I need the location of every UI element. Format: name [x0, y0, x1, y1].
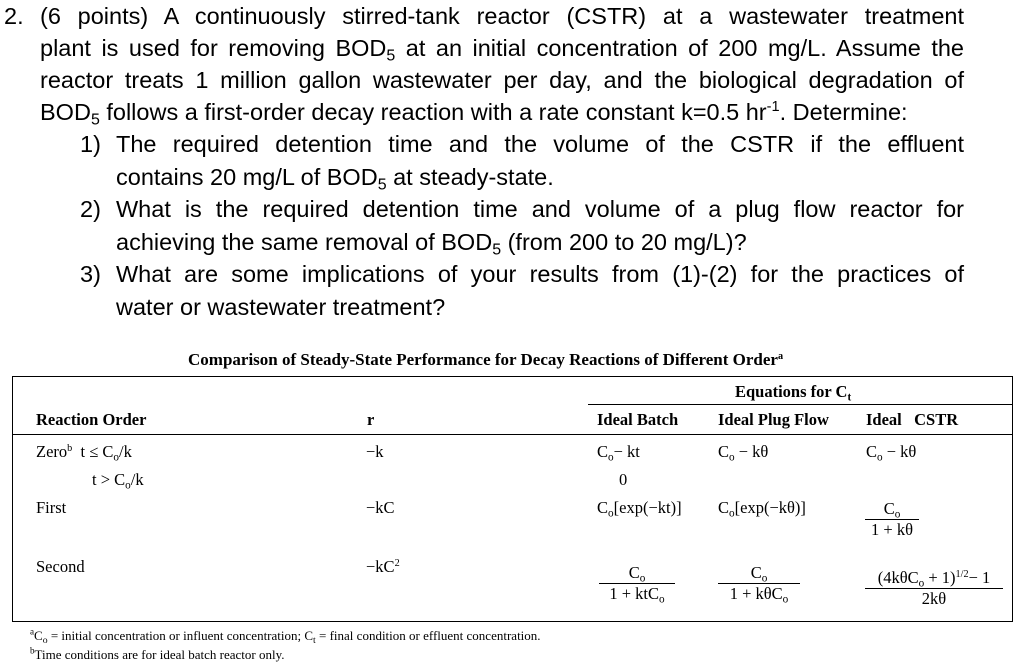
- row-second-pfr: $C_o$ 1 + kθC$_o$: [718, 563, 800, 604]
- problem-line-4: $BOD_5$ follows a first-order decay reaction with a rate constant k=0.5 $hr^{-1}$. Determine:: [40, 98, 908, 129]
- equations-underline: [588, 404, 1012, 405]
- problem-number: 2.: [4, 3, 24, 29]
- row-zero-r: −k: [366, 442, 384, 461]
- problem-line-3: reactor treats 1 million gallon wastewater per day, and the biological degradation of: [40, 67, 964, 93]
- col-ideal-cstr: Ideal CSTR: [866, 410, 959, 429]
- problem-line-1: (6 points) A continuously stirred-tank reactor (CSTR) at a wastewater treatment: [40, 3, 964, 29]
- item-3-line-1: What are some implications of your results from (1)-(2) for the practices of: [116, 261, 964, 287]
- item-2-number: 2): [80, 196, 101, 222]
- col-ideal-batch: Ideal Batch: [597, 410, 679, 429]
- item-1-number: 1): [80, 131, 101, 157]
- row-first-pfr: $C_o[\exp(-k\theta)]$: [718, 498, 806, 520]
- item-3-number: 3): [80, 261, 101, 287]
- header-rule: [13, 434, 1012, 435]
- item-1-line-1: The required detention time and the volume of the CSTR if the effluent: [116, 131, 964, 157]
- row-zero-batch: $C_o-$ kt: [597, 442, 640, 464]
- comparison-table: [12, 376, 1013, 622]
- row-zero-pfr: $C_o - k\theta$: [718, 442, 769, 464]
- row-first-cstr: $\frac{C_o}{1 + k\theta}$: [865, 499, 919, 540]
- row-second-label: Second: [36, 557, 85, 576]
- table-caption: Comparison of Steady-State Performance for Decay Reactions of Different Order$^a$: [188, 350, 784, 369]
- problem-line-2: plant is used for removing $BOD_5$ at an initial concentration of 200 mg/L. Assume the: [40, 35, 964, 65]
- item-2-line-2: achieving the same removal of $BOD_5$ (from 200 to 20 mg/L)?: [116, 229, 747, 259]
- row-zero-label: Zero$^b$ $t \le C_o/k$: [36, 442, 132, 464]
- row-second-r: $-kC^2$: [366, 557, 400, 576]
- col-ideal-plug-flow: Ideal Plug Flow: [718, 410, 829, 429]
- item-1-line-2: contains 20 mg/L of $BOD_5$ at steady-state.: [116, 164, 554, 194]
- row-second-cstr: $(4k\theta C_o + 1)^{1/2}- 1$ 2kθ: [865, 568, 1003, 609]
- equations-header: Equations for $C_t$: [735, 382, 852, 404]
- row-zero-batch-2: 0: [619, 470, 628, 489]
- col-reaction-order: Reaction Order: [36, 410, 147, 429]
- item-3-line-2: water or wastewater treatment?: [116, 294, 446, 320]
- row-first-label: First: [36, 498, 67, 517]
- row-second-batch: $C_o$ 1 + ktC$_o$: [599, 563, 675, 604]
- row-first-r: −kC: [366, 498, 395, 517]
- footnote-a: $^aC_o$ = initial concentration or influent concentration; $C_t$ = final condition or effluent concentration.: [30, 626, 541, 646]
- footnote-b: $^b$Time conditions are for ideal batch reactor only.: [30, 645, 285, 662]
- item-2-line-1: What is the required detention time and volume of a plug flow reactor for: [116, 196, 964, 222]
- row-zero-condition-2: $t > C_o/k$: [92, 470, 144, 492]
- row-first-batch: $C_o[\exp(-kt)]$: [597, 498, 682, 520]
- row-zero-cstr: $C_o - k\theta$: [866, 442, 917, 464]
- col-r: r: [367, 410, 375, 429]
